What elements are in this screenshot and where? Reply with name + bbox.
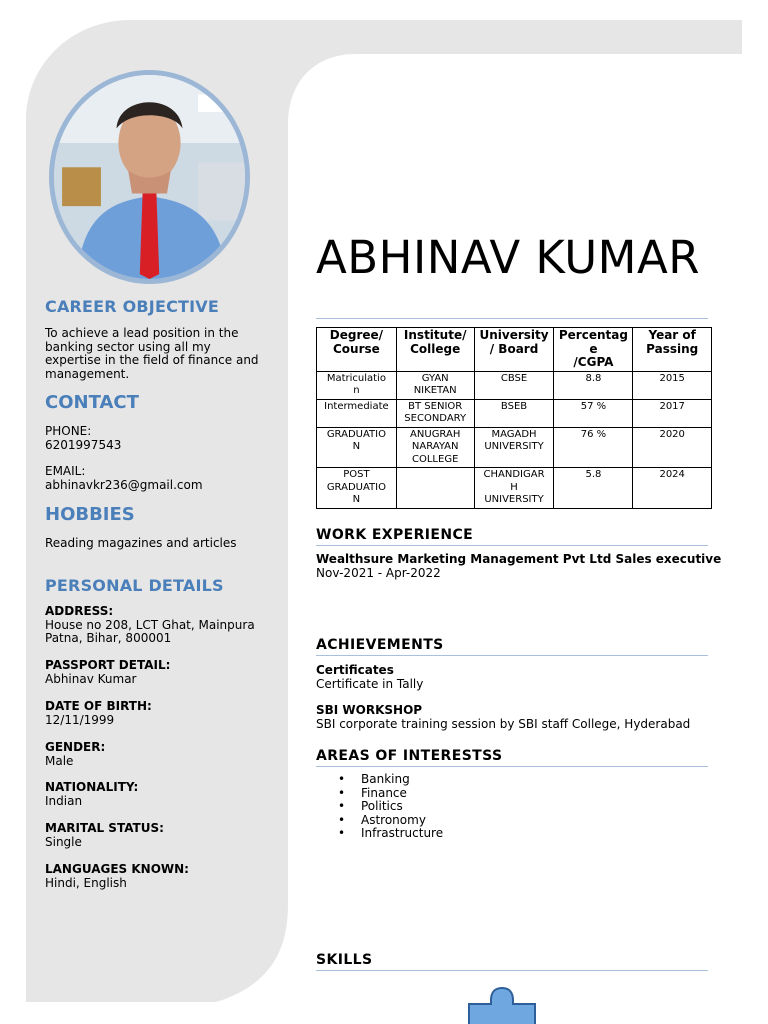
gender-block — [45, 741, 275, 768]
career-objective-line: management. — [45, 366, 130, 381]
list-item: • Banking — [316, 773, 443, 787]
header-line: College — [410, 341, 461, 356]
table-cell: 8.8 — [554, 371, 633, 399]
table-cell: BSEB — [474, 399, 554, 427]
nationality-label: NATIONALITY: — [45, 780, 139, 794]
header-institute — [396, 328, 474, 372]
table-cell: 2020 — [633, 427, 712, 468]
address-block — [45, 605, 275, 646]
education-header-row — [317, 328, 712, 372]
passport-block — [45, 659, 275, 686]
personal-details-heading: PERSONAL DETAILS — [45, 576, 224, 595]
career-objective-heading: CAREER OBJECTIVE — [45, 297, 219, 316]
passport-value: Abhinav Kumar — [45, 671, 137, 686]
work-period: Nov-2021 - Apr-2022 — [316, 566, 441, 580]
workshop-text: SBI corporate training session by SBI staff College, Hyderabad — [316, 717, 691, 731]
header-percentage — [554, 328, 633, 372]
table-row — [317, 399, 712, 427]
table-cell: 76 % — [554, 427, 633, 468]
languages-label: LANGUAGES KNOWN: — [45, 862, 189, 876]
career-objective-line: expertise in the field of finance and — [45, 353, 259, 367]
passport-label: PASSPORT DETAIL: — [45, 658, 171, 672]
nationality-value: Indian — [45, 793, 83, 808]
marital-label: MARITAL STATUS: — [45, 821, 164, 835]
interests-list — [316, 773, 443, 841]
header-line: / Board — [489, 341, 539, 356]
header-line: Degree/ — [329, 328, 384, 342]
work-company-role: Wealthsure Marketing Management Pvt Ltd Sales executive — [316, 552, 722, 566]
table-row — [317, 468, 712, 509]
list-item: • Finance — [316, 787, 443, 801]
header-line: University — [479, 328, 549, 342]
table-cell: 5.8 — [554, 468, 633, 509]
table-cell: CHANDIGAR H UNIVERSITY — [474, 468, 554, 509]
header-line: Percentag — [558, 328, 628, 342]
table-cell: 2015 — [633, 371, 712, 399]
interests-heading: AREAS OF INTERESTSS — [316, 748, 503, 764]
phone-value: 6201997543 — [45, 437, 122, 452]
career-objective-text — [45, 327, 275, 381]
achievements-heading: ACHIEVEMENTS — [316, 637, 444, 653]
phone-label: PHONE: — [45, 424, 92, 438]
languages-value: Hindi, English — [45, 875, 127, 890]
contact-phone — [45, 425, 275, 452]
candidate-name: ABHINAV KUMAR — [316, 231, 701, 284]
header-university — [474, 328, 554, 372]
name-divider — [316, 318, 708, 319]
portrait-image — [54, 75, 245, 279]
table-cell — [396, 468, 474, 509]
puzzle-icon — [467, 986, 537, 1024]
contact-email — [45, 465, 275, 492]
skills-divider — [316, 970, 708, 971]
header-line: /CGPA — [573, 355, 614, 369]
header-line: Passing — [646, 341, 699, 356]
list-item: • Astronomy — [316, 814, 443, 828]
table-cell: MAGADH UNIVERSITY — [474, 427, 554, 468]
certificates-text: Certificate in Tally — [316, 677, 424, 691]
dob-value: 12/11/1999 — [45, 712, 115, 727]
table-cell: 2017 — [633, 399, 712, 427]
table-cell: 2024 — [633, 468, 712, 509]
nationality-block — [45, 781, 275, 808]
career-objective-line: To achieve a lead position in the — [45, 326, 239, 340]
header-line: Course — [333, 341, 380, 356]
work-divider — [316, 545, 708, 546]
skills-heading: SKILLS — [316, 952, 373, 968]
career-objective-line: banking sector using all my — [45, 339, 211, 354]
gender-label: GENDER: — [45, 740, 106, 754]
marital-block — [45, 822, 275, 849]
table-row — [317, 371, 712, 399]
table-cell: POST GRADUATIO N — [317, 468, 397, 509]
hobbies-heading: HOBBIES — [45, 504, 135, 525]
work-experience-heading: WORK EXPERIENCE — [316, 527, 474, 543]
header-degree — [317, 328, 397, 372]
table-cell: GRADUATIO N — [317, 427, 397, 468]
address-label: ADDRESS: — [45, 604, 114, 618]
list-item: • Politics — [316, 800, 443, 814]
header-year — [633, 328, 712, 372]
languages-block — [45, 863, 275, 890]
address-line: House no 208, LCT Ghat, Mainpura — [45, 617, 255, 632]
table-cell: ANUGRAH NARAYAN COLLEGE — [396, 427, 474, 468]
profile-photo — [49, 70, 250, 284]
achievements-divider — [316, 655, 708, 656]
list-item: • Infrastructure — [316, 827, 443, 841]
hobbies-text: Reading magazines and articles — [45, 536, 237, 550]
workshop-title: SBI WORKSHOP — [316, 703, 423, 717]
table-cell: 57 % — [554, 399, 633, 427]
email-label: EMAIL: — [45, 464, 86, 478]
table-cell: GYAN NIKETAN — [396, 371, 474, 399]
table-cell: CBSE — [474, 371, 554, 399]
header-line: Year of — [648, 328, 696, 342]
gender-value: Male — [45, 753, 74, 768]
table-cell: Matriculatio n — [317, 371, 397, 399]
header-line: Institute/ — [403, 328, 467, 342]
table-cell: BT SENIOR SECONDARY — [396, 399, 474, 427]
education-table — [316, 327, 712, 509]
dob-block — [45, 700, 275, 727]
interests-divider — [316, 766, 708, 767]
table-cell: Intermediate — [317, 399, 397, 427]
address-line: Patna, Bihar, 800001 — [45, 631, 172, 645]
email-value: abhinavkr236@gmail.com — [45, 477, 203, 492]
marital-value: Single — [45, 834, 82, 849]
table-row — [317, 427, 712, 468]
dob-label: DATE OF BIRTH: — [45, 699, 152, 713]
header-line: e — [589, 341, 598, 356]
contact-heading: CONTACT — [45, 392, 139, 413]
certificates-title: Certificates — [316, 663, 394, 677]
